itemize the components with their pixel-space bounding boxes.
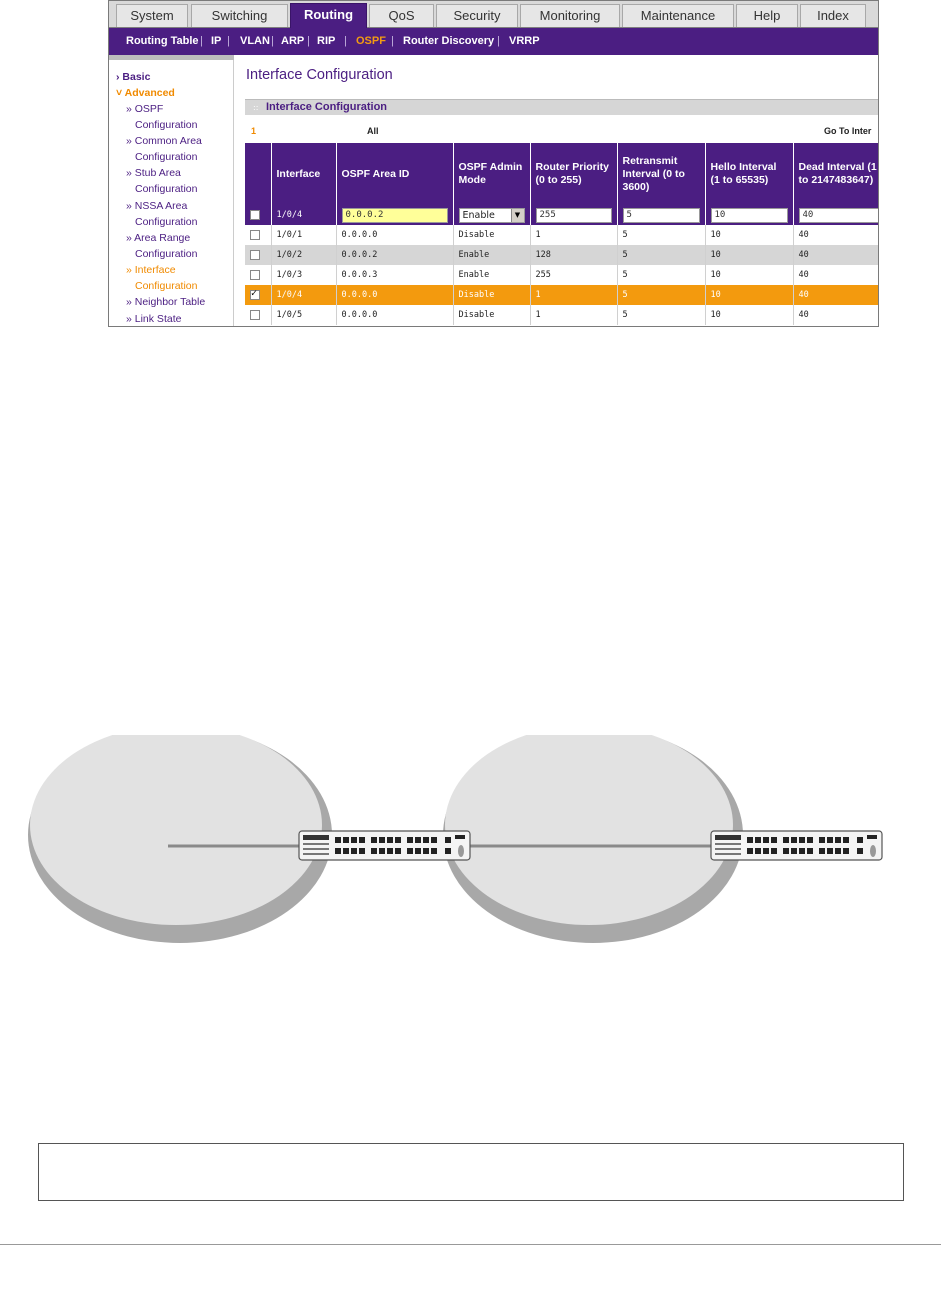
pager-all-link[interactable]: All — [367, 126, 379, 136]
header-retransmit-interval: Retransmit Interval (0 to 3600) — [617, 143, 705, 205]
sidebar-top-strip — [109, 55, 234, 60]
row-select-cell — [245, 285, 271, 305]
edit-row-hello-cell — [705, 205, 793, 225]
table-row-selected[interactable] — [245, 285, 879, 305]
sidebar-item-stub-area[interactable]: » Stub Area — [126, 167, 181, 179]
row-hello: 10 — [705, 225, 793, 245]
edit-row-dead-cell — [793, 205, 879, 225]
interface-table — [245, 143, 879, 325]
tab-maintenance[interactable]: Maintenance — [622, 4, 734, 27]
row-admin-mode: Enable — [453, 265, 530, 285]
sidebar-item-ospf[interactable]: » OSPF — [126, 103, 164, 115]
main-tab-bar — [109, 1, 879, 28]
page-title: Interface Configuration — [246, 67, 393, 83]
edit-row-checkbox[interactable] — [250, 210, 260, 220]
subnav-separator: | — [391, 35, 394, 47]
row-dead: 40 — [793, 225, 879, 245]
switch-icon — [711, 831, 882, 860]
row-area-id: 0.0.0.0 — [336, 285, 453, 305]
sidebar-item-stub-area-cont[interactable]: Configuration — [135, 183, 198, 195]
header-ospf-admin-mode: OSPF Admin Mode — [453, 143, 530, 205]
hello-interval-input[interactable] — [711, 208, 788, 223]
row-priority: 128 — [530, 245, 617, 265]
tab-security[interactable]: Security — [436, 4, 518, 27]
row-admin-mode: Disable — [453, 225, 530, 245]
edit-row-priority-cell — [530, 205, 617, 225]
sidebar-item-nssa-area-cont[interactable]: Configuration — [135, 216, 198, 228]
edit-row-mode-cell — [453, 205, 530, 225]
section-header — [245, 99, 879, 115]
table-row[interactable] — [245, 225, 879, 245]
subnav-vrrp[interactable]: VRRP — [509, 35, 540, 47]
subnav-separator: | — [200, 35, 203, 47]
row-dead: 40 — [793, 245, 879, 265]
edit-row — [245, 205, 879, 225]
sidebar-item-interface-cont[interactable]: Configuration — [135, 280, 198, 292]
row-hello: 10 — [705, 245, 793, 265]
header-hello-interval: Hello Interval (1 to 65535) — [705, 143, 793, 205]
subnav-ip[interactable]: IP — [211, 35, 222, 47]
tab-switching[interactable]: Switching — [191, 4, 288, 27]
subnav-routing-table[interactable]: Routing Table — [126, 35, 199, 47]
row-area-id: 0.0.0.0 — [336, 225, 453, 245]
header-router-priority: Router Priority (0 to 255) — [530, 143, 617, 205]
row-dead: 40 — [793, 305, 879, 325]
header-ospf-area-id: OSPF Area ID — [336, 143, 453, 205]
row-area-id: 0.0.0.0 — [336, 305, 453, 325]
edit-row-interface: 1/0/4 — [271, 205, 336, 225]
subnav-separator: | — [227, 35, 230, 47]
row-dead: 40 — [793, 285, 879, 305]
row-hello: 10 — [705, 305, 793, 325]
row-interface: 1/0/2 — [271, 245, 336, 265]
row-checkbox[interactable] — [250, 230, 260, 240]
switch-icon — [299, 831, 470, 860]
row-dead: 40 — [793, 265, 879, 285]
header-dead-interval: Dead Interval (1 to 2147483647) — [793, 143, 879, 205]
subnav-separator: | — [344, 35, 347, 47]
sidebar-basic[interactable]: › Basic — [116, 71, 151, 83]
table-row[interactable] — [245, 245, 879, 265]
footer-rule — [0, 1244, 941, 1245]
sidebar-item-interface[interactable]: » Interface — [126, 264, 176, 276]
subnav-router-discovery[interactable]: Router Discovery — [403, 35, 495, 47]
row-checkbox[interactable] — [250, 310, 260, 320]
ospf-area-diagram — [0, 735, 941, 975]
row-retransmit: 5 — [617, 225, 705, 245]
sidebar-advanced[interactable]: ˅ Advanced — [116, 87, 175, 99]
row-priority: 1 — [530, 225, 617, 245]
screenshot-frame — [108, 0, 879, 327]
dead-interval-input[interactable] — [799, 208, 880, 223]
sidebar-item-area-range-cont[interactable]: Configuration — [135, 248, 198, 260]
sidebar-item-common-area-cont[interactable]: Configuration — [135, 151, 198, 163]
row-admin-mode: Disable — [453, 305, 530, 325]
note-box — [38, 1143, 904, 1201]
row-retransmit: 5 — [617, 285, 705, 305]
row-priority: 1 — [530, 285, 617, 305]
row-interface: 1/0/4 — [271, 285, 336, 305]
row-admin-mode: Enable — [453, 245, 530, 265]
admin-mode-select[interactable] — [459, 208, 525, 223]
tab-routing[interactable]: Routing — [290, 3, 367, 29]
row-select-cell — [245, 225, 271, 245]
routing-subnav — [109, 28, 879, 55]
router-priority-input[interactable] — [536, 208, 612, 223]
sidebar-item-ospf-cont[interactable]: Configuration — [135, 119, 198, 131]
table-row[interactable] — [245, 305, 879, 325]
row-interface: 1/0/3 — [271, 265, 336, 285]
sidebar — [109, 55, 234, 327]
tab-help[interactable]: Help — [736, 4, 798, 27]
row-retransmit: 5 — [617, 245, 705, 265]
row-select-cell — [245, 305, 271, 325]
table-header-row — [245, 143, 879, 205]
row-select-cell — [245, 245, 271, 265]
row-retransmit: 5 — [617, 265, 705, 285]
tab-qos[interactable]: QoS — [369, 4, 434, 27]
row-priority: 1 — [530, 305, 617, 325]
section-title: Interface Configuration — [266, 101, 388, 113]
row-priority: 255 — [530, 265, 617, 285]
row-area-id: 0.0.0.2 — [336, 245, 453, 265]
pager-page-number[interactable]: 1 — [251, 126, 257, 136]
retransmit-interval-input[interactable] — [623, 208, 700, 223]
subnav-separator: | — [307, 35, 310, 47]
header-select — [245, 143, 271, 205]
edit-row-select-cell — [245, 205, 271, 225]
edit-row-area-cell — [336, 205, 453, 225]
ospf-area-id-input[interactable] — [342, 208, 448, 223]
sidebar-item-area-range[interactable]: » Area Range — [126, 232, 191, 244]
row-select-cell — [245, 265, 271, 285]
row-checkbox-checked[interactable] — [250, 290, 260, 300]
subnav-separator: | — [271, 35, 274, 47]
main-content — [235, 55, 879, 327]
edit-row-retransmit-cell — [617, 205, 705, 225]
admin-mode-value: Enable — [462, 209, 495, 221]
tab-system[interactable]: System — [116, 4, 188, 27]
row-admin-mode: Disable — [453, 285, 530, 305]
subnav-arp[interactable]: ARP — [281, 35, 305, 47]
subnav-ospf[interactable]: OSPF — [356, 35, 386, 47]
tab-index[interactable]: Index — [800, 4, 866, 27]
section-grip-icon: :: — [253, 103, 259, 112]
row-hello: 10 — [705, 265, 793, 285]
dropdown-arrow-icon[interactable]: ▼ — [511, 209, 524, 222]
subnav-separator: | — [497, 35, 500, 47]
row-checkbox[interactable] — [250, 270, 260, 280]
row-interface: 1/0/1 — [271, 225, 336, 245]
row-hello: 10 — [705, 285, 793, 305]
table-row[interactable] — [245, 265, 879, 285]
sidebar-item-link-state[interactable]: » Link State — [126, 313, 182, 325]
sidebar-item-nssa-area[interactable]: » NSSA Area — [126, 200, 188, 212]
row-retransmit: 5 — [617, 305, 705, 325]
subnav-vlan[interactable]: VLAN — [240, 35, 270, 47]
row-area-id: 0.0.0.3 — [336, 265, 453, 285]
go-to-interface-label: Go To Inter — [824, 126, 872, 136]
subnav-rip[interactable]: RIP — [317, 35, 336, 47]
tab-monitoring[interactable]: Monitoring — [520, 4, 620, 27]
row-checkbox[interactable] — [250, 250, 260, 260]
sidebar-item-neighbor-table[interactable]: » Neighbor Table — [126, 296, 206, 308]
header-interface: Interface — [271, 143, 336, 205]
sidebar-item-common-area[interactable]: » Common Area — [126, 135, 202, 147]
row-interface: 1/0/5 — [271, 305, 336, 325]
